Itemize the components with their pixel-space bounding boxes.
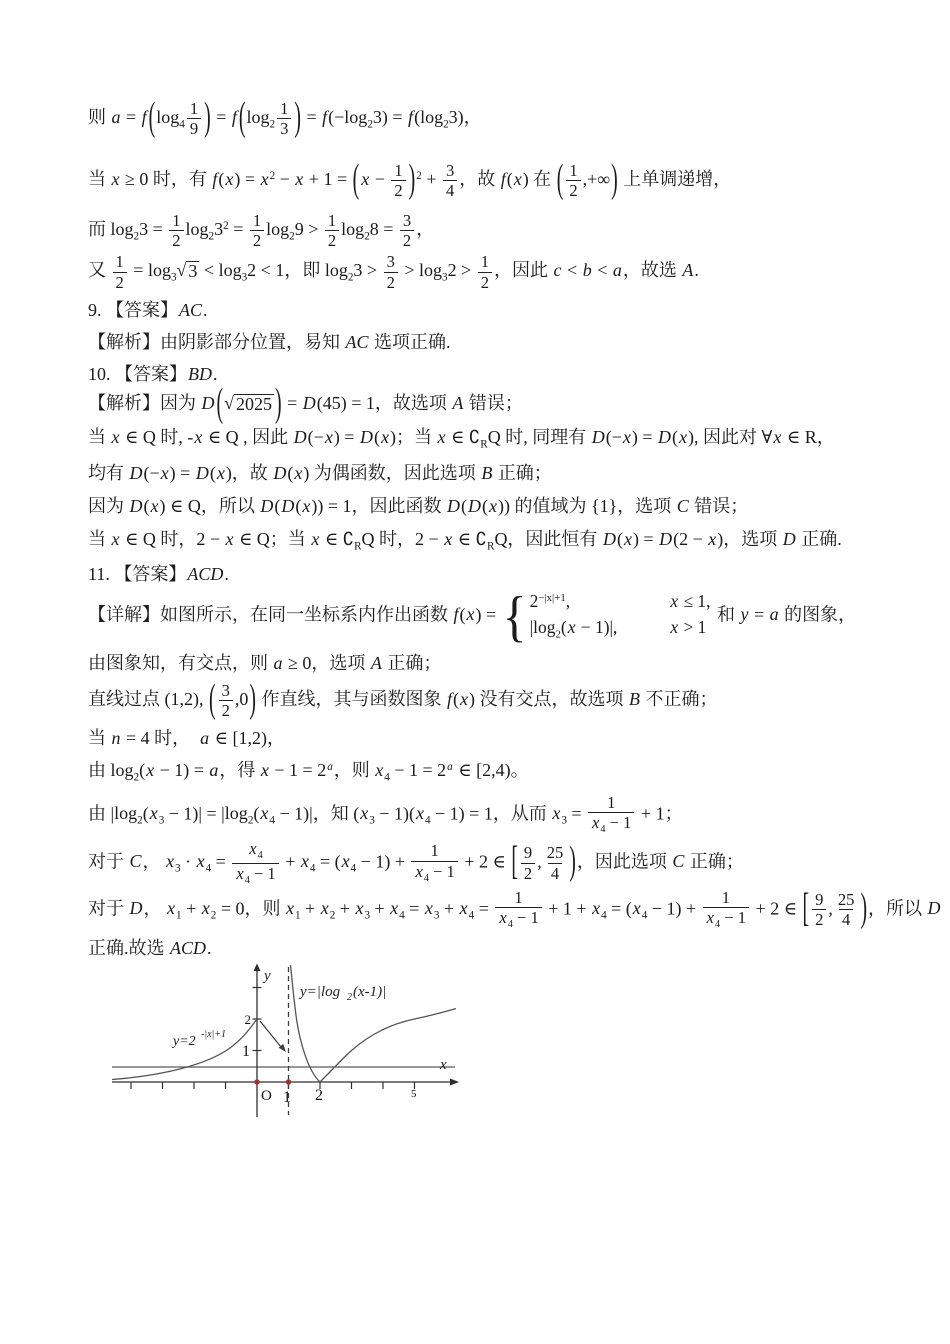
math-line-8: 【解析】因为 D ( √ 2025 ) = D(45) = 1，故选项 A 错误； xyxy=(88,380,523,426)
math-line-21: 对于 D， $x_1 + x_2 = 0$，则 $x_1 + x_2 + x_3 + x_4 = x_3 + x_4$ = $\frac{1}{x_4 - 1}$ + $1 + x_4 = (x_4 - 1)$ + $\frac{1}{x_4 - 1}$ + 2 ∈ [ $\frac{9}{2}$ , $\frac{25}{4}$ )，所以 D xyxy=(88,885,941,931)
exp-curve-label-base: y=2 xyxy=(173,1033,196,1049)
x-axis-arrow-icon xyxy=(450,1078,459,1085)
y-axis-label: y xyxy=(264,967,271,984)
math-line-6: 【解析】由阴影部分位置，易知 AC 选项正确. xyxy=(88,332,451,353)
math-line-18: 由 $\log_2(x - 1) = a$，得 $x - 1 = 2^a$，则 $x_4 - 1 = 2^a$ ∈ [2,4)。 xyxy=(88,760,529,784)
math-line-17: 当 n = 4 时， a ∈ [1,2)， xyxy=(88,728,285,749)
log-curve-label-sub: 2 xyxy=(347,991,352,1003)
log-curve-label-post: (x-1)| xyxy=(353,983,387,1000)
x-tick-label-2: 2 xyxy=(315,1086,323,1104)
origin-label: O xyxy=(261,1087,272,1104)
exp-curve-label-exponent: -|x|+1 xyxy=(201,1028,227,1040)
math-line-11: 因为 D(x) ∈ Q，所以 D(D(x)) = 1，因此函数 D(D(x)) 的值域为 {1}，选项 C 错误； xyxy=(88,495,749,516)
math-line-15: 由图象知，有交点，则 a ≥ 0，选项 A 正确； xyxy=(88,652,442,673)
log-curve xyxy=(291,965,457,1082)
math-line-3: 而 $\log_23$ = $\frac{1}{2}$ $\log_23^2$ = $\frac{1}{2}$ $\log_29$ > $\frac{1}{2}$ $\log_28$ = $\frac{3}{2}$ ， xyxy=(88,210,435,250)
y-tick-label-1: 1 xyxy=(242,1042,250,1060)
x-axis-ticks xyxy=(131,1082,415,1089)
x-axis-label: x xyxy=(440,1056,447,1073)
log-curve-label-pre: y=|log xyxy=(300,983,341,1000)
x-tick-label-1: 1 xyxy=(283,1088,291,1106)
math-line-2: 当 x ≥ 0 时，有 $f(x) = x^2 - x + 1$ = ( x − $\frac{1}{2}$ )$^2$ + $\frac{3}{4}$ ，故 f(x) 在 ( $\frac{1}{2}$ ,+∞) 上单调递增， xyxy=(88,156,732,202)
math-line-1: 则 a = f ($\log_4$ $\frac{1}{9}$ ) = f ($\log_2$ $\frac{1}{3}$ ) = $f(-\log_23) = f(\log_23)$， xyxy=(88,94,482,140)
math-line-22: 正确.故选 ACD. xyxy=(88,937,212,958)
function-graph-figure xyxy=(110,963,880,1128)
math-line-12: 当 x ∈ Q 时，2 − x ∈ Q；当 x ∈ $∁_RQ$ 时，2 − x ∈ $∁_RQ$，因此恒有 D(x) = D(2 − x)，选项 D 正确. xyxy=(88,528,842,552)
math-line-16: 直线过点 (1,2), ( $\frac{3}{2}$ ,0) 作直线，其与函数图象 f(x) 没有交点，故选项 B 不正确； xyxy=(88,676,718,722)
math-line-20: 对于 C， $x_3 \cdot x_4$ = $\frac{x_4}{x_4 - 1}$ + $x_4 = (x_4 - 1)$ + $\frac{1}{x_4 - 1}$ + 2 ∈ [ $\frac{9}{2}$ , $\frac{25}{4}$ )，因此选项 C 正确； xyxy=(88,838,744,886)
math-line-19: 由 $|\log_2(x_3 - 1)| = |\log_2(x_4 - 1)|$，知 $(x_3 - 1)(x_4 - 1) = 1$，从而 $x_3$ = $\frac{1}{x_4 - 1}$ + 1； xyxy=(88,792,683,836)
point-x-equals-1 xyxy=(286,1079,291,1084)
math-line-4: 又 $\frac{1}{2}$ = $\log_3$ √ 3 < $\log_32 < 1$，即 $\log_23$ > $\frac{3}{2}$ > $\log_32$ > $\frac{1}{2}$ ，因此 c < b < a，故选 A. xyxy=(88,252,699,292)
y-axis-arrow-icon xyxy=(254,963,261,971)
x-tick-label-5: 5 xyxy=(411,1087,417,1100)
math-line-5: 9. 【答案】AC. xyxy=(88,300,208,321)
exp-curve xyxy=(112,1019,257,1080)
y-tick-label-2: 2 xyxy=(244,1011,251,1027)
annotation-arrow xyxy=(260,1021,281,1047)
math-line-9: 当 x ∈ Q 时, -x ∈ Q , 因此 D(−x) = D(x)；当 x ∈ $∁_RQ$ 时, 同理有 D(−x) = D(x), 因此对 ∀x ∈ R， xyxy=(88,427,835,451)
function-graph xyxy=(110,963,462,1123)
math-line-7: 10. 【答案】BD. xyxy=(88,364,218,385)
math-line-14: 【详解】如图所示，在同一坐标系内作出函数 f(x) = { $2^{-|x|+1}$, x ≤ 1, $|\log_2(x - 1)|$, x > 1 和 y = a 的图象， xyxy=(88,584,857,648)
math-line-13: 11. 【答案】ACD. xyxy=(88,563,229,584)
origin-point xyxy=(254,1079,259,1084)
math-line-10: 均有 D(−x) = D(x)，故 D(x) 为偶函数，因此选项 B 正确； xyxy=(88,462,552,483)
